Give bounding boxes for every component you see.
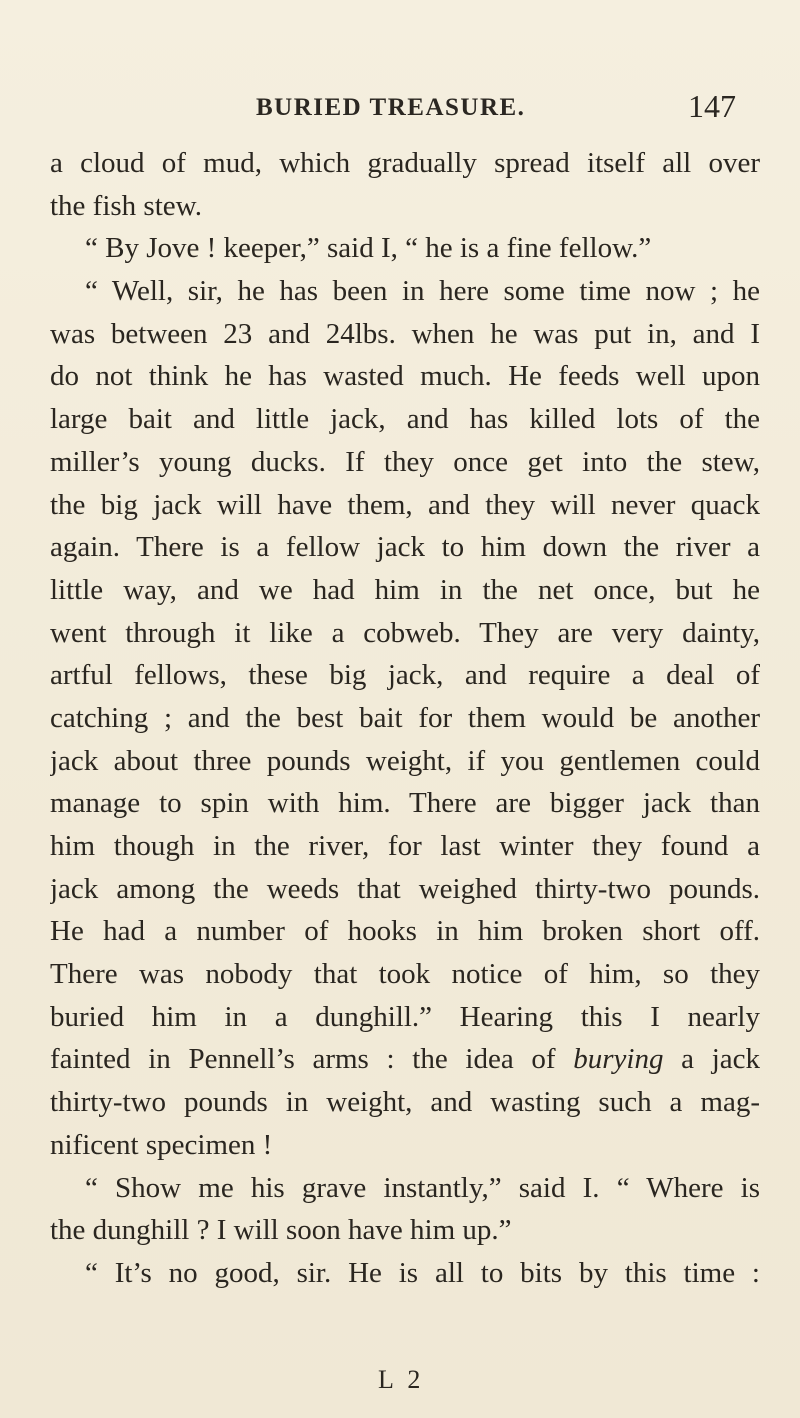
text-line: large bait and little jack, and has killed lots of the [50,403,760,436]
text-line: “ By Jove ! keeper,” said I, “ he is a fine fellow.” [85,232,652,265]
text-line: “ It’s no good, sir. He is all to bits by this time : [85,1256,760,1289]
body-text [50,142,760,1295]
italic-word: burying [573,1043,664,1076]
text-line: the dunghill ? I will soon have him up.” [50,1214,512,1247]
page-number: 147 [688,88,736,124]
text-line: the big jack will have them, and they will never quack [50,488,760,521]
text-line: little way, and we had him in the net once, but he [50,573,760,606]
text-line: miller’s young ducks. If they once get into the stew, [50,445,760,478]
text-line: him though in the river, for last winter they found a [50,830,760,862]
text-line: “ Show me his grave instantly,” said I. “ Where is [85,1171,760,1204]
text-line: again. There is a fellow jack to him down the river a [50,531,760,564]
text-line: He had a number of hooks in him broken short off. [50,915,760,948]
text-line [50,1038,760,1081]
signature-mark: L 2 [378,1365,425,1394]
text-line: nificent specimen ! [50,1128,273,1161]
text-line: jack among the weeds that weighed thirty-two pounds. [50,872,760,905]
text-line: thirty-two pounds in weight, and wasting such a mag- [50,1086,760,1119]
page-header [0,88,800,134]
text-segment: a jack [663,1043,760,1076]
text-segment: fainted in Pennell’s arms : the idea of [50,1043,574,1076]
running-title: BURIED TREASURE. [256,94,526,121]
text-line: manage to spin with him. There are bigger jack than [50,787,760,820]
text-line: the fish stew. [50,189,202,222]
text-line: a cloud of mud, which gradually spread itself all over [50,147,760,179]
text-line: was between 23 and 24lbs. when he was put in, and I [50,317,760,350]
text-line: catching ; and the best bait for them would be another [50,701,760,734]
text-line: went through it like a cobweb. They are very dainty, [50,616,760,649]
text-line: There was nobody that took notice of him, so they [50,958,760,991]
text-line: “ Well, sir, he has been in here some time now ; he [85,275,760,308]
text-line: buried him in a dunghill.” Hearing this I nearly [50,1000,760,1033]
text-line: do not think he has wasted much. He feeds well upon [50,360,760,393]
text-line: jack about three pounds weight, if you gentlemen could [50,744,760,777]
text-line: artful fellows, these big jack, and require a deal of [50,659,760,692]
